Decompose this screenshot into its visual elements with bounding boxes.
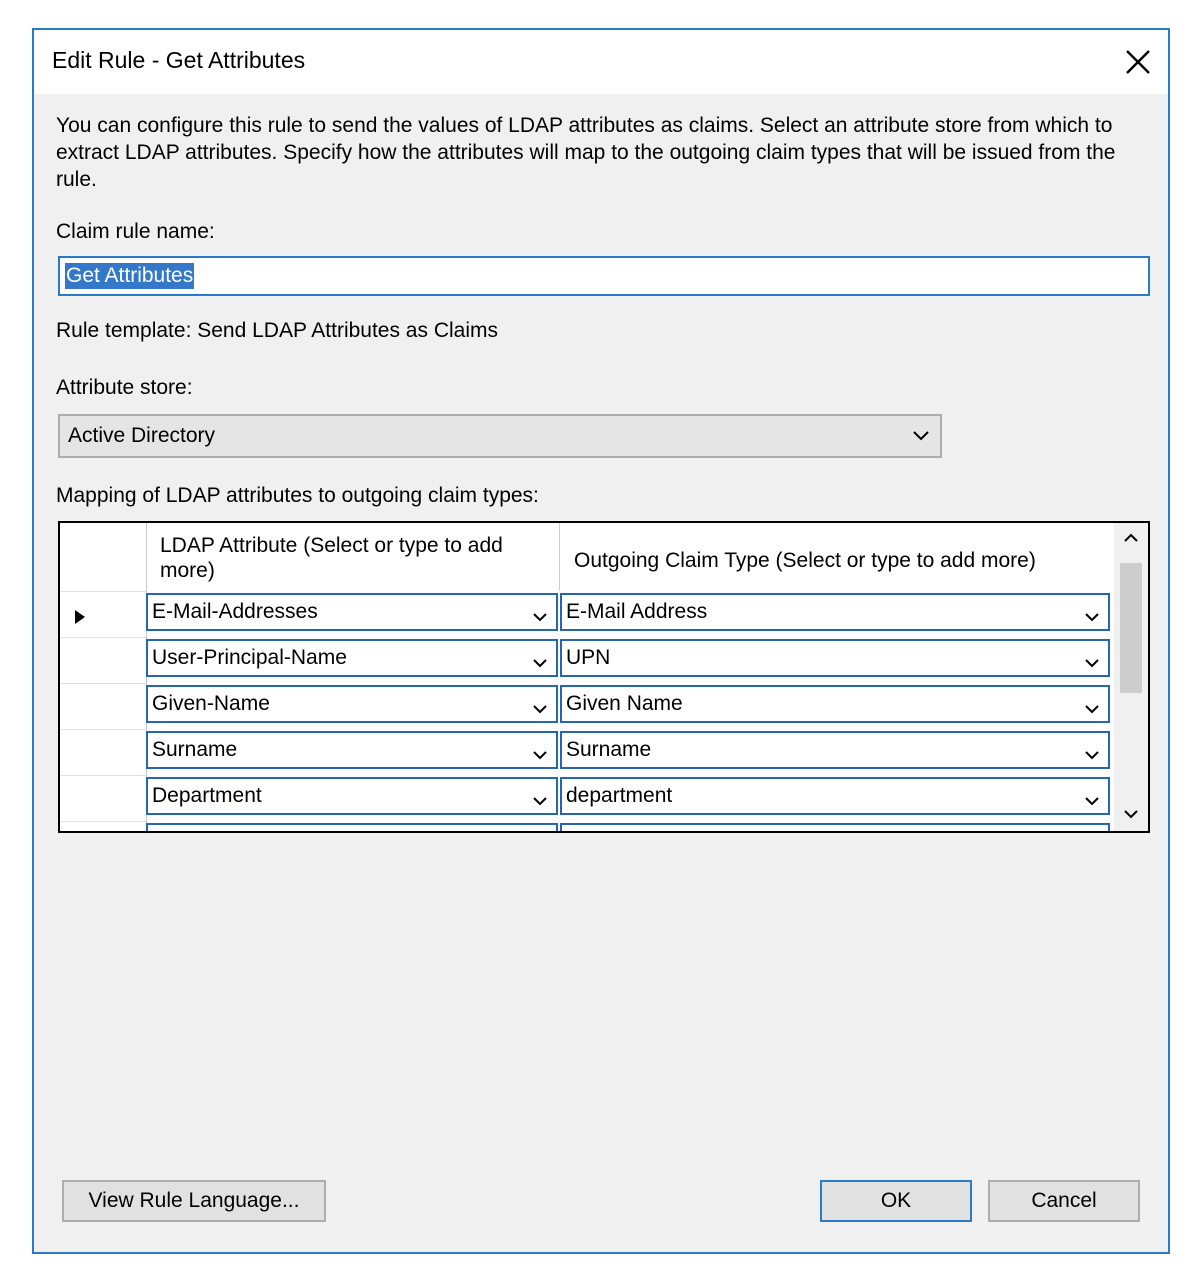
close-icon[interactable] [1116, 40, 1160, 84]
ldap-attribute-value: User-Principal-Name [152, 646, 347, 669]
column-header-outgoing-claim-type[interactable]: Outgoing Claim Type (Select or type to add more) [574, 549, 1036, 572]
row-header-line [60, 775, 146, 776]
outgoing-claim-type-value: Surname [566, 738, 652, 761]
ldap-attribute-dropdown[interactable] [146, 731, 558, 769]
row-header-line [60, 637, 146, 638]
row-header-line [60, 591, 146, 592]
scroll-down-icon[interactable] [1122, 807, 1140, 826]
ldap-attribute-value: Surname [152, 738, 238, 761]
chevron-down-icon [532, 698, 548, 722]
chevron-down-icon [1084, 652, 1100, 676]
attribute-store-dropdown[interactable] [58, 414, 942, 458]
ok-button[interactable]: OK [820, 1180, 972, 1222]
mapping-grid [58, 521, 1150, 833]
ldap-attribute-dropdown[interactable] [146, 823, 558, 833]
chevron-down-icon [1084, 790, 1100, 814]
scrollbar-thumb[interactable] [1120, 563, 1142, 693]
ldap-attribute-dropdown[interactable] [146, 777, 558, 815]
outgoing-claim-type-dropdown[interactable] [560, 731, 1110, 769]
ldap-attribute-dropdown[interactable] [146, 685, 558, 723]
mapping-label: Mapping of LDAP attributes to outgoing claim types: [56, 484, 539, 507]
rule-template-text: Rule template: Send LDAP Attributes as Claims [56, 319, 498, 342]
row-header-line [60, 821, 146, 822]
chevron-down-icon [532, 606, 548, 630]
row-header-line [60, 729, 146, 730]
dialog-title: Edit Rule - Get Attributes [52, 47, 306, 73]
outgoing-claim-type-dropdown[interactable] [560, 823, 1110, 833]
view-rule-language-button[interactable]: View Rule Language... [62, 1180, 326, 1222]
current-row-indicator-icon [74, 609, 86, 630]
outgoing-claim-type-dropdown[interactable] [560, 777, 1110, 815]
header-divider [559, 523, 560, 591]
ldap-attribute-dropdown[interactable] [146, 639, 558, 677]
chevron-down-icon [532, 744, 548, 768]
ldap-attribute-dropdown[interactable] [146, 593, 558, 631]
outgoing-claim-type-value: UPN [566, 646, 611, 669]
chevron-down-icon [532, 652, 548, 676]
description-text: You can configure this rule to send the values of LDAP attributes as claims. Select an attribute store from which to extract LDAP attributes. Specify how the attributes will map to the outgoing claim types that will be issued from the rule. [56, 114, 1116, 191]
claim-rule-name-value: Get Attributes [66, 264, 194, 287]
chevron-down-icon [1084, 606, 1100, 630]
chevron-down-icon [912, 426, 930, 450]
attribute-store-label: Attribute store: [56, 376, 193, 399]
ldap-attribute-value: E-Mail-Addresses [152, 600, 318, 623]
column-header-ldap-attribute[interactable]: LDAP Attribute (Select or type to add more) [160, 534, 503, 582]
claim-rule-name-input[interactable] [58, 256, 1150, 296]
scroll-up-icon[interactable] [1122, 531, 1140, 550]
ldap-attribute-value: Given-Name [152, 692, 270, 715]
edit-rule-dialog [32, 28, 1170, 1254]
outgoing-claim-type-value: department [566, 784, 673, 807]
chevron-down-icon [532, 790, 548, 814]
outgoing-claim-type-value: E-Mail Address [566, 600, 708, 623]
outgoing-claim-type-dropdown[interactable] [560, 593, 1110, 631]
vertical-scrollbar[interactable] [1114, 523, 1148, 831]
ldap-attribute-value: Department [152, 784, 262, 807]
claim-rule-name-label: Claim rule name: [56, 220, 215, 243]
chevron-down-icon [1084, 744, 1100, 768]
row-header-line [60, 683, 146, 684]
chevron-down-icon [1084, 698, 1100, 722]
outgoing-claim-type-dropdown[interactable] [560, 639, 1110, 677]
attribute-store-value: Active Directory [68, 424, 216, 447]
cancel-button[interactable]: Cancel [988, 1180, 1140, 1222]
outgoing-claim-type-dropdown[interactable] [560, 685, 1110, 723]
title-bar [34, 30, 1168, 94]
outgoing-claim-type-value: Given Name [566, 692, 683, 715]
